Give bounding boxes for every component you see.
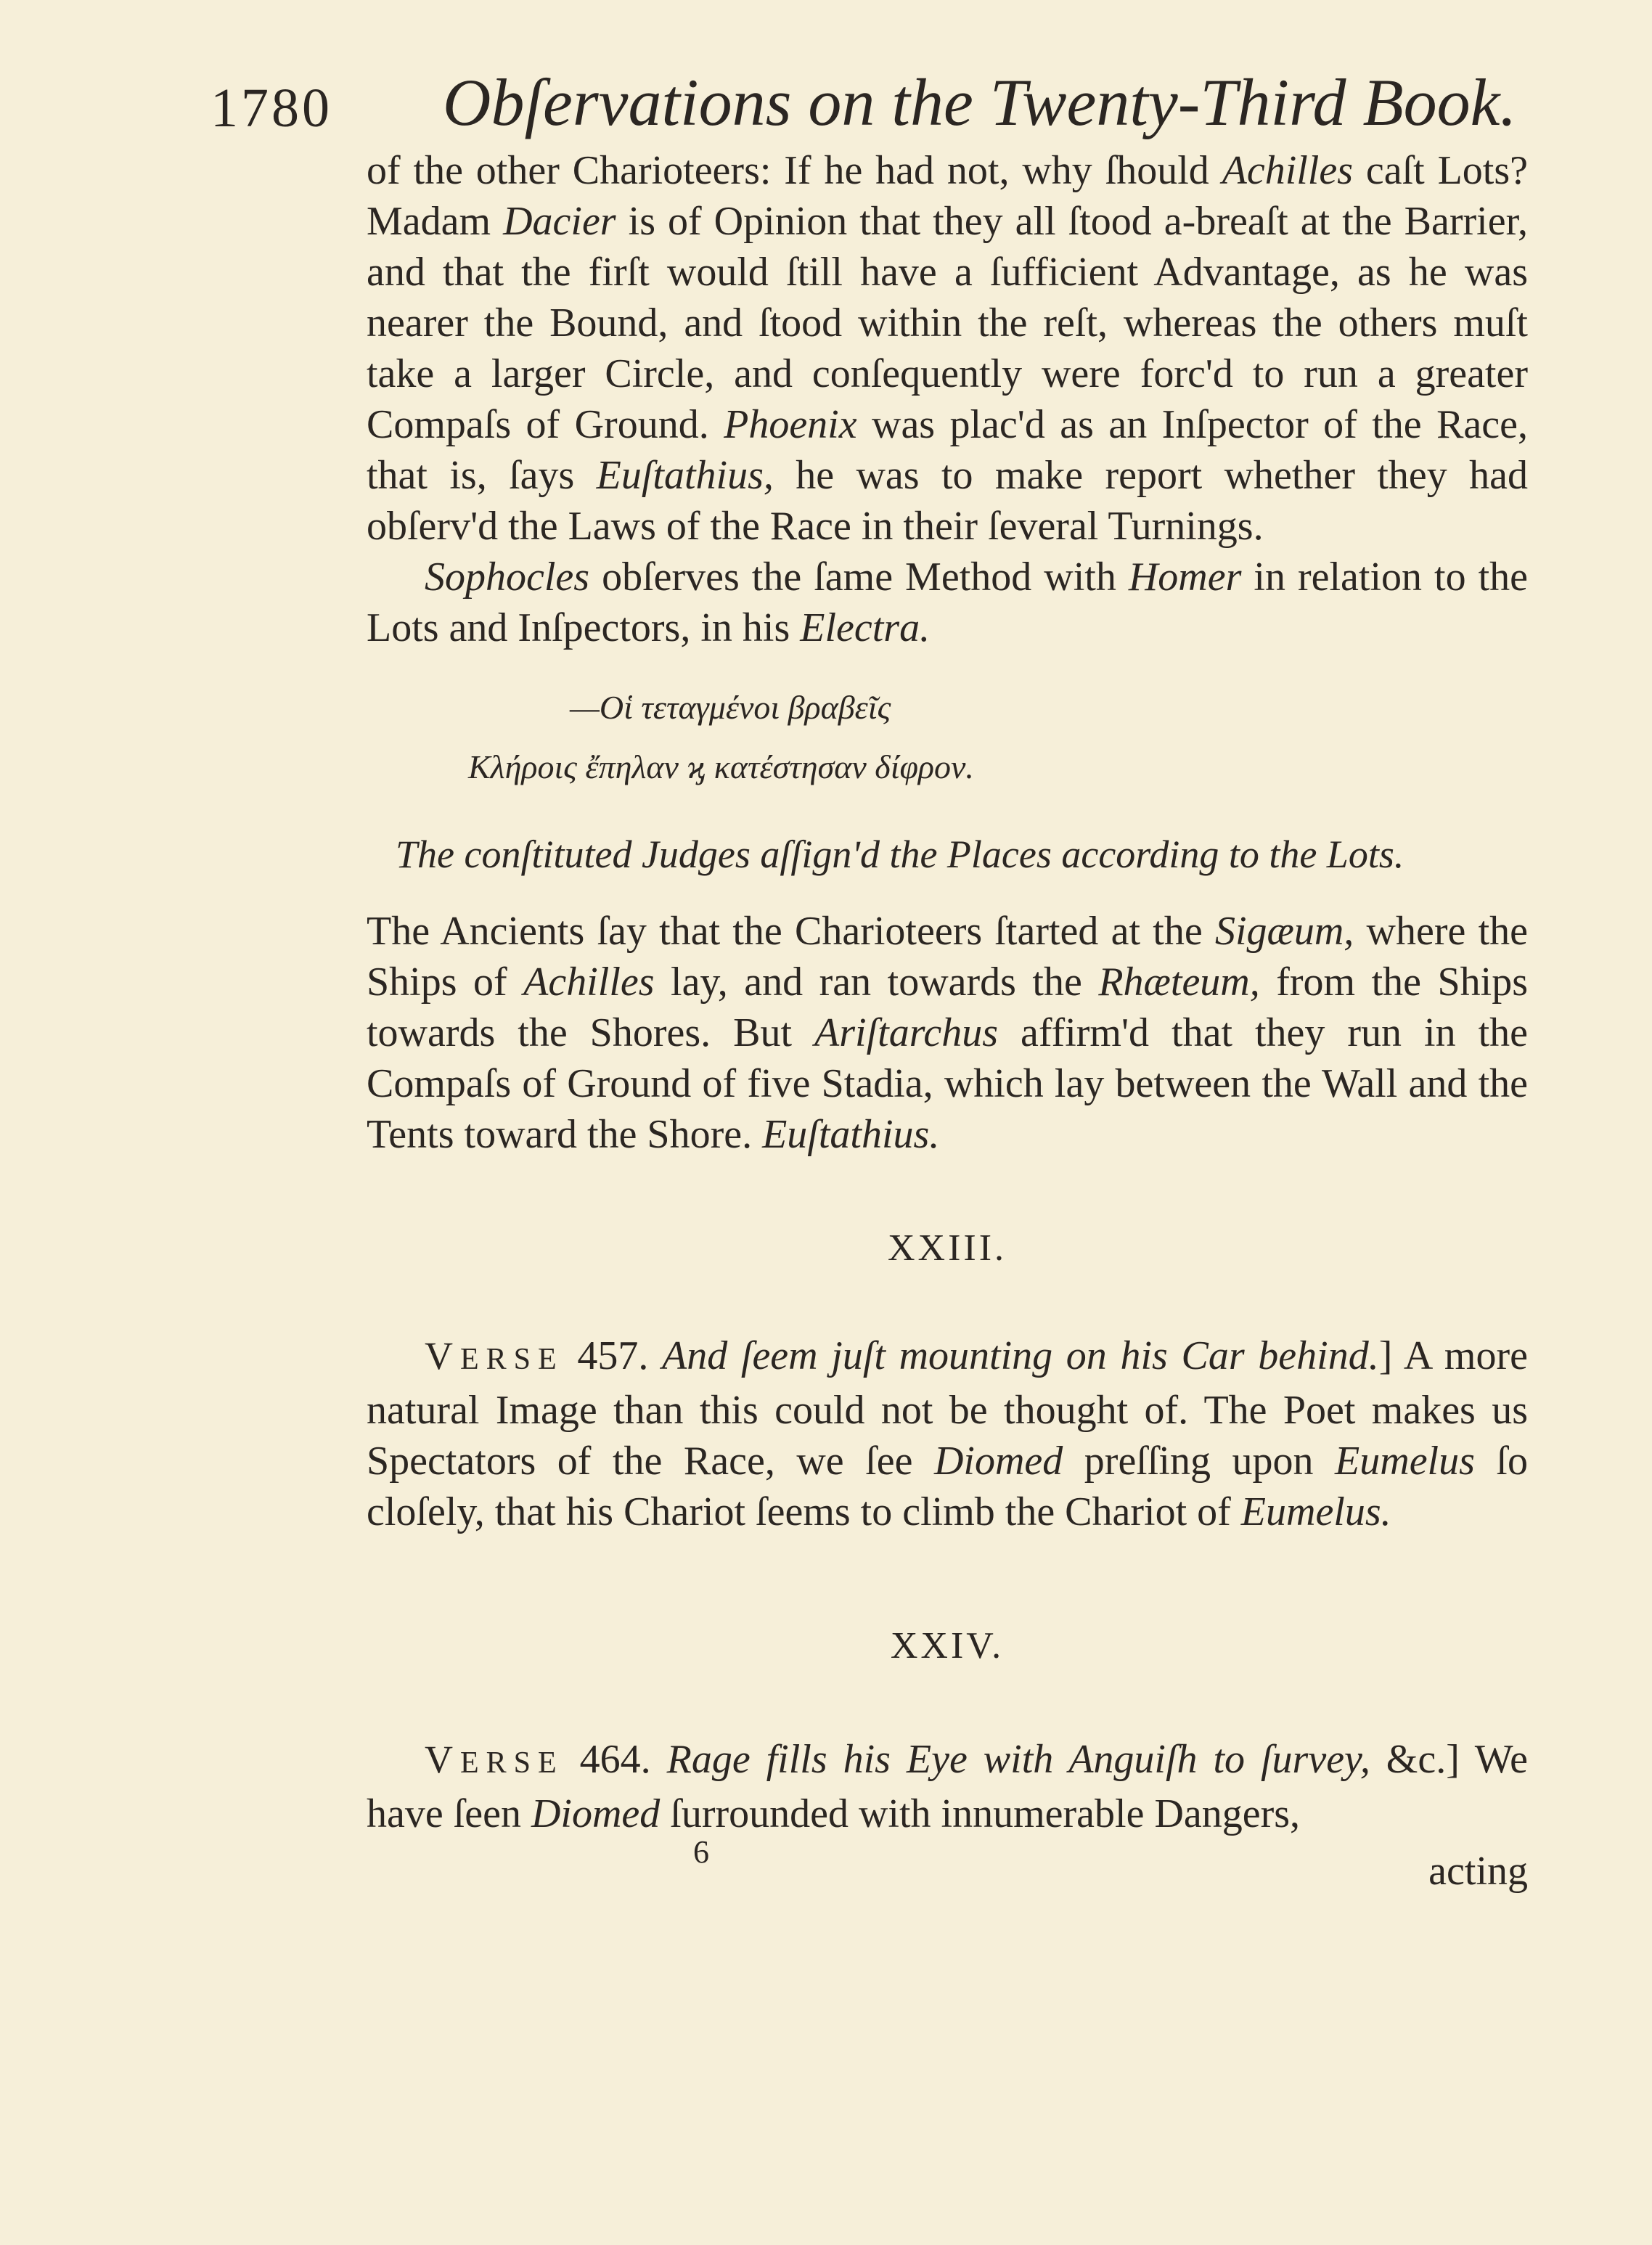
- page-number: 1780: [210, 78, 332, 139]
- text-run: he was to make report whether they had obſerv'd the Laws of the Race in their ſeveral Turnings.: [367, 453, 1528, 549]
- paragraph-ancients: [367, 906, 1528, 1160]
- page-body: [367, 145, 1528, 1899]
- text-run: was plac'd as an Inſpector of the Race, that is, ſays: [367, 402, 1528, 498]
- text-run: preſſing upon: [1063, 1439, 1336, 1484]
- section-heading-xxiv: XXIV.: [890, 1625, 1005, 1667]
- page-footer: [367, 1834, 1528, 1899]
- page-header: [0, 58, 1652, 138]
- signature-mark: 6: [693, 1834, 709, 1870]
- running-head: Obſervations on the Twenty-Third Book.: [443, 65, 1517, 139]
- text-run: of the other Charioteers: If he had not, why ſhould: [367, 148, 1222, 193]
- greek-translation: The conſtituted Judges aſſign'd the Places according to the Lots.: [396, 833, 1404, 876]
- italic-name: Homer: [1128, 555, 1242, 600]
- greek-quote-line-2: Κλήροις ἔπηλαν ϗ κατέστησαν δίφρον.: [468, 748, 974, 785]
- verse-label: [425, 1738, 564, 1781]
- text-run: ſo cloſely, that his Chariot ſeems to climb the Chariot of: [367, 1439, 1528, 1534]
- text-run: where the Ships of: [367, 909, 1528, 1005]
- text-run: in relation to the Lots and Inſpectors, in his: [367, 555, 1529, 650]
- text-run: ] A more natural Image than this could not be thought of. The Poet makes us Spectators of the Race, we ſee: [367, 1333, 1528, 1484]
- italic-name: Phoenix: [724, 402, 857, 447]
- italic-name: Euſtathius.: [762, 1112, 940, 1157]
- text-run: obſerves the ſame Method with: [589, 555, 1129, 600]
- verse-quote: Rage fills his Eye with Anguiſh to ſurvey,: [666, 1737, 1370, 1782]
- text-run: affirm'd that they run in the Compaſs of Ground of five Stadia, which lay between the Wall and the Tents toward the Shore.: [367, 1010, 1528, 1157]
- verse-label-smallcaps: ERSE: [460, 1343, 564, 1376]
- section-heading-xxiii: XXIII.: [887, 1227, 1007, 1269]
- italic-name: Ariſtarchus: [814, 1010, 999, 1055]
- paragraph-verse-457: [367, 1330, 1528, 1537]
- italic-name: Diomed: [933, 1439, 1063, 1484]
- text-run: The Ancients ſay that the Charioteers ſtarted at the: [367, 909, 1215, 954]
- verse-label-smallcaps: ERSE: [460, 1746, 564, 1780]
- italic-name: Sophocles: [425, 555, 590, 600]
- paragraph-sophocles: [367, 552, 1528, 653]
- italic-name: Achilles: [1222, 148, 1354, 193]
- italic-name: Electra.: [800, 605, 931, 650]
- text-run: from the Ships towards the Shores. But: [367, 960, 1528, 1055]
- verse-quote: And ſeem juſt mounting on his Car behind.: [662, 1333, 1379, 1378]
- text-run: caſt Lots? Madam: [367, 148, 1528, 244]
- verse-number: 464.: [563, 1737, 667, 1782]
- paragraph-verse-464: [367, 1734, 1528, 1839]
- italic-name: Sigæum,: [1214, 909, 1354, 954]
- text-run: is of Opinion that they all ſtood a-breaſt at the Barrier, and that the firſt would ſtill have a ſufficient Advantage, as he was nearer the Bound, and ſtood within the reſt, whereas the others muſt take a larger Circle, and conſequently were forc'd to run a greater Compaſs of Ground.: [367, 199, 1529, 447]
- verse-number: 457.: [563, 1333, 663, 1378]
- verse-label-capital: V: [425, 1334, 460, 1378]
- italic-name: Rhæteum,: [1098, 960, 1260, 1005]
- catchword: acting: [1428, 1849, 1528, 1894]
- italic-name: Dacier: [503, 199, 616, 244]
- italic-name: Eumelus: [1335, 1439, 1475, 1484]
- italic-name: Diomed: [531, 1791, 661, 1836]
- greek-quote-line-1: —Οἱ τεταγμένοι βραβεῖς: [570, 689, 891, 726]
- italic-name: Achilles: [523, 960, 655, 1005]
- text-run: ſurrounded with innumerable Dangers,: [660, 1791, 1301, 1836]
- italic-name: Eumelus.: [1240, 1489, 1391, 1534]
- text-run: lay, and ran towards the: [654, 960, 1099, 1005]
- verse-label: [425, 1334, 564, 1378]
- text-run: &c.] We have ſeen: [367, 1737, 1529, 1836]
- verse-label-capital: V: [425, 1738, 460, 1781]
- italic-name: Euſtathius,: [596, 453, 774, 498]
- paragraph-charioteers-lots: [367, 145, 1528, 552]
